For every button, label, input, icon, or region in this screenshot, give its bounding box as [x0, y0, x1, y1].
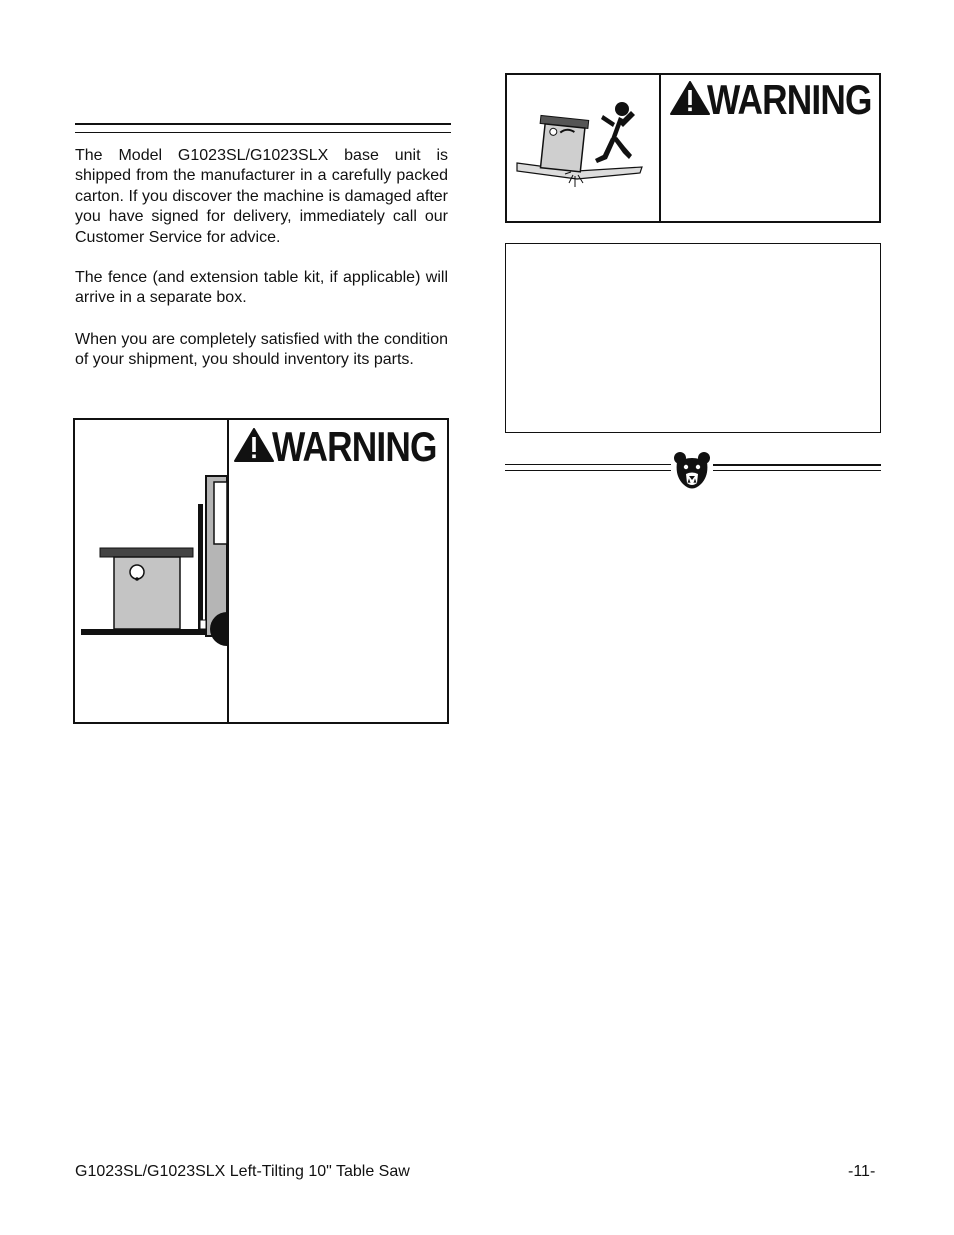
logo-rule-left: [505, 470, 671, 471]
warning-triangle-icon: [670, 81, 710, 115]
warning-heading: WARNING: [707, 76, 872, 123]
tipping-machine-icon: [507, 75, 659, 221]
warning-box-divider: [227, 420, 229, 722]
logo-rule-right: [713, 470, 881, 471]
warning-triangle-icon: [234, 428, 274, 462]
intro-paragraph-3: When you are completely satisfied with the condition of your shipment, you should inventory its parts.: [75, 331, 448, 369]
forklift-warning-box: [73, 418, 449, 724]
logo-rule-right: [713, 464, 881, 466]
footer-title: G1023SL/G1023SLX Left-Tilting 10" Table Saw: [75, 1163, 410, 1180]
section-heading-rule: [75, 123, 451, 125]
logo-rule-left: [505, 464, 671, 465]
intro-paragraph-1: The Model G1023SL/G1023SLX base unit is shipped from the manufacturer in a carefully packed carton. If you discover the machine is damaged after you have signed for delivery, immediately call our Customer Service for advice.: [75, 147, 448, 246]
warning-box-divider: [659, 75, 661, 221]
tipping-warning-box: [505, 73, 881, 223]
note-box: [505, 243, 881, 433]
bear-head-icon: [673, 450, 711, 492]
forklift-icon: [75, 420, 227, 722]
page-number: -11-: [848, 1163, 876, 1180]
intro-paragraph-2: The fence (and extension table kit, if applicable) will arrive in a separate box.: [75, 269, 448, 307]
warning-heading: WARNING: [272, 423, 437, 470]
